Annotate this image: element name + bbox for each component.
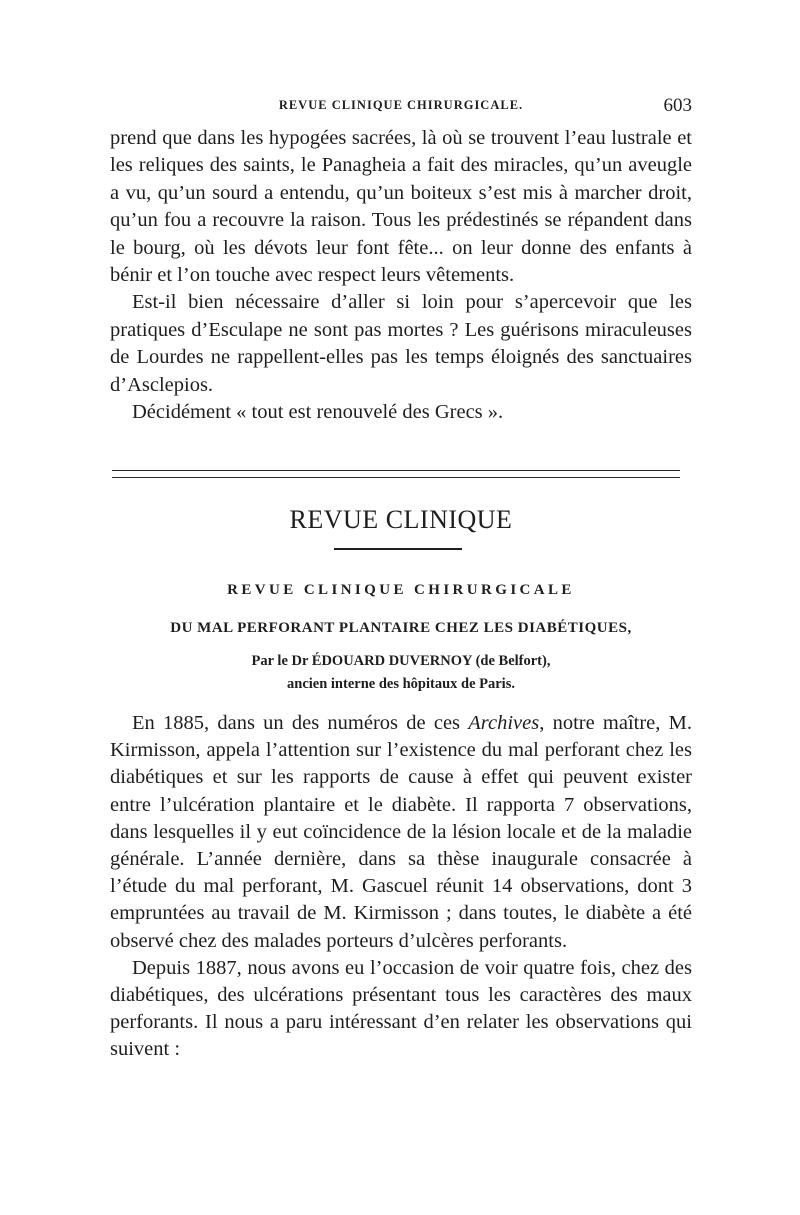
running-title: REVUE CLINIQUE CHIRURGICALE. [278,98,524,112]
article-title: DU MAL PERFORANT PLANTAIRE CHEZ LES DIABÉTIQUES, [170,620,632,636]
paragraph: prend que dans les hypogées sacrées, là où se trouvent l’eau lustrale et les reliques des saints, le Panagheia a fait des miracles, qu’un aveugle a vu, qu’un sourd a entendu, qu’un boiteux s’est mis à marcher droit, qu’un fou a recouvre la raison. Tous les prédestinés se répandent dans le bourg, où les dévots leur font fête... on leur donne des enfants à bénir et l’on touche avec respect leurs vêtements. [110,127,692,287]
running-head [110,95,692,122]
text-run: En 1885, dans un des numéros de ces [132,712,469,734]
author-affiliation: ancien interne des hôpitaux de Paris. [287,676,515,692]
page-number: 603 [663,95,692,116]
section-title: REVUE CLINIQUE [289,505,513,534]
section-divider-rule [112,477,680,478]
article-body [110,710,692,1064]
author-byline: Par le Dr ÉDOUARD DUVERNOY (de Belfort), [251,653,551,669]
journal-name: Archives [468,712,540,734]
section-divider-rule [112,470,680,471]
paragraph: Depuis 1887, nous avons eu l’occasion de voir quatre fois, chez des diabétiques, des ulcérations présentant tous les caractères des maux perforants. Il nous a paru intéressant d’en relater les observations qui suivent : [110,956,692,1061]
text-run: , notre maître, M. Kirmisson, appela l’attention sur l’existence du mal perforant chez les diabétiques et sur les rapports de cause à effet qui peuvent exister entre l’ulcération plantaire et le diabète. Il rapporta 7 observations, dans lesquelles il y eut coïncidence de la lésion locale et de la maladie générale. L’année dernière, dans sa thèse inaugurale consacrée à l’étude du mal perforant, M. Gascuel réunit 14 observations, dont 3 empruntées au travail de M. Kirmisson ; dans toutes, le diabète a été observé chez des malades porteurs d’ulcères perforants. [110,712,692,952]
section-subtitle: REVUE CLINIQUE CHIRURGICALE [227,582,575,598]
title-underline-rule [334,548,462,550]
previous-article-ending [110,125,692,426]
paragraph: Est-il bien nécessaire d’aller si loin pour s’apercevoir que les pratiques d’Esculape ne sont pas mortes ? Les guérisons miraculeuses de Lourdes ne rappellent-elles pas les temps éloignés des sanctuaires d’Asclepios. [110,291,692,396]
paragraph [110,710,692,955]
paragraph: Décidément « tout est renouvelé des Grecs ». [132,401,504,424]
